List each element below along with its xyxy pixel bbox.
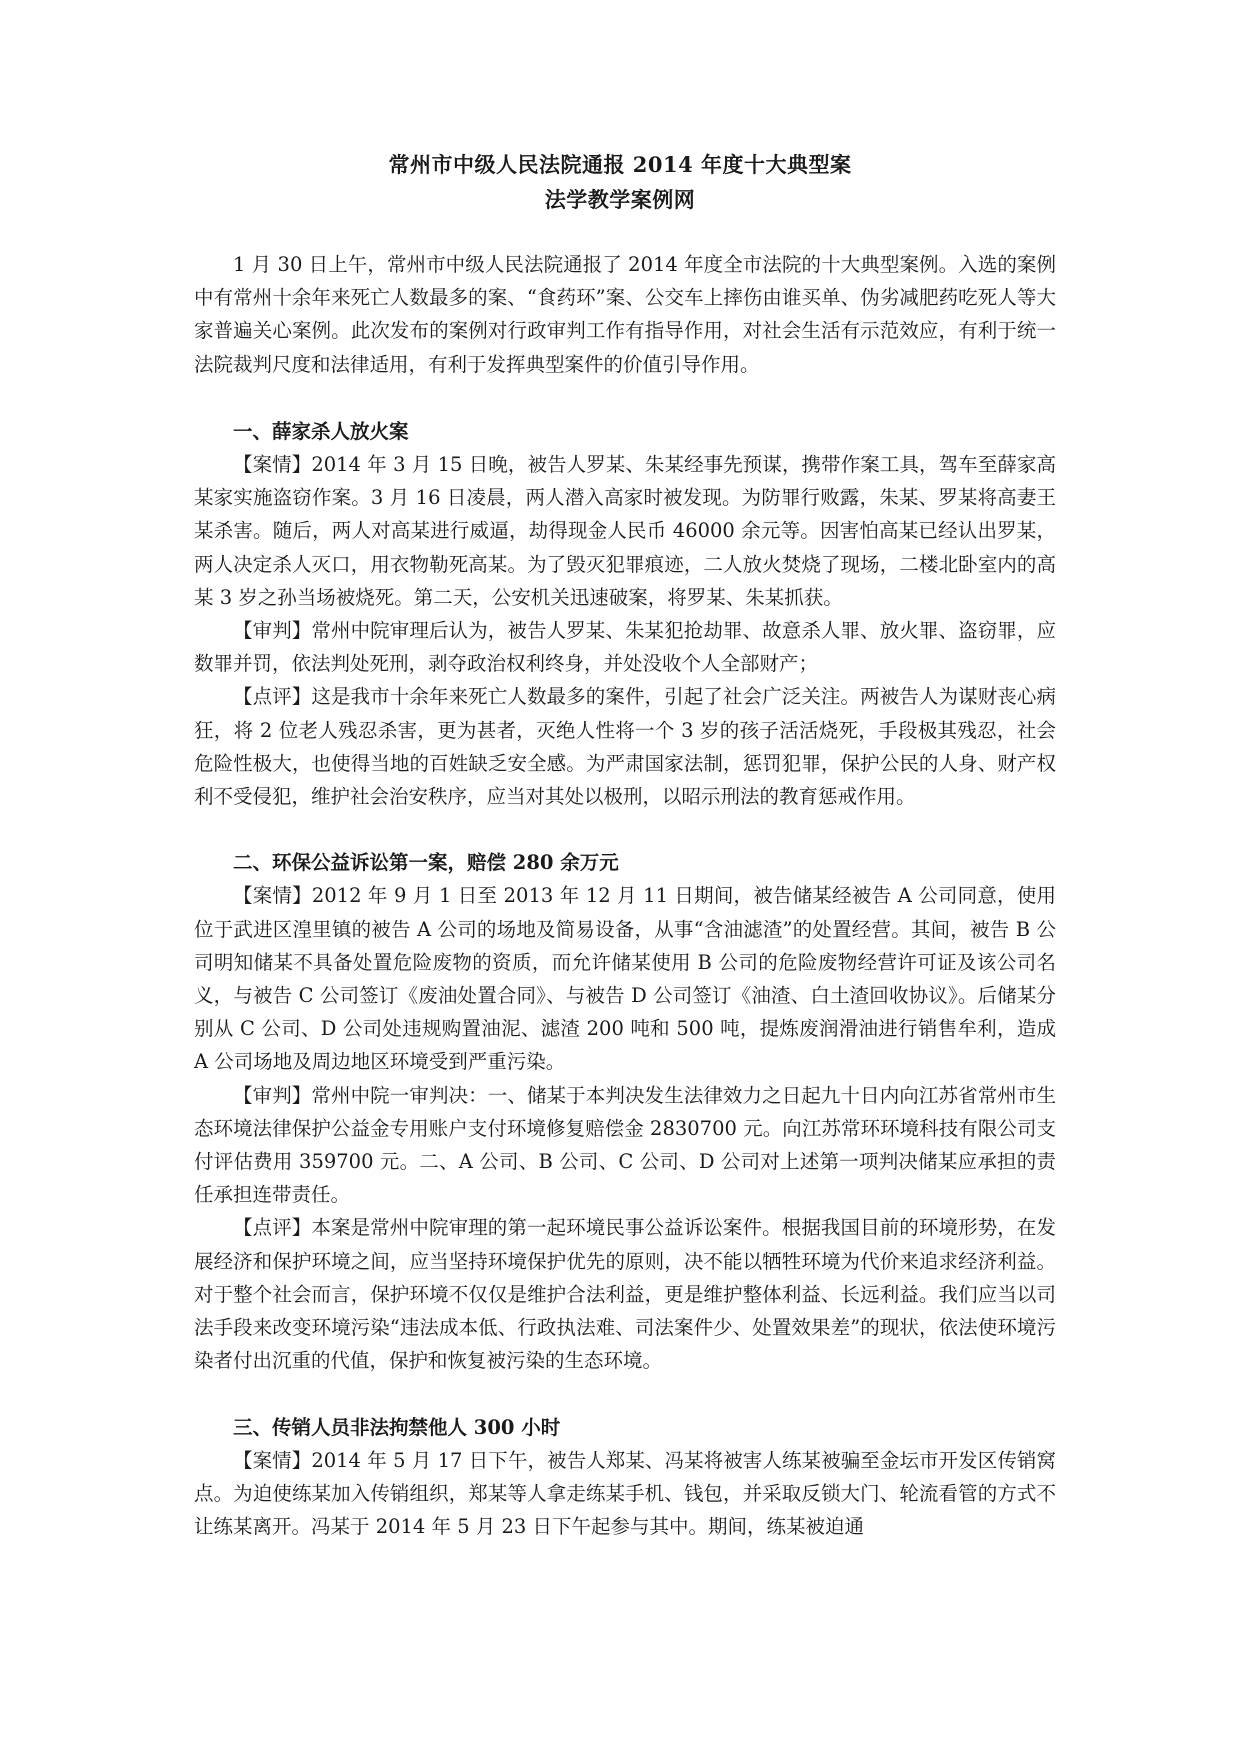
intro-paragraph: 1 月 30 日上午，常州市中级人民法院通报了 2014 年度全市法院的十大典型案例。入选的案例中有常州十余年来死亡人数最多的案、“食药环”案、公交车上摔伤由谁买单、伪劣减肥药吃死人等大家普遍关心案例。此次发布的案例对行政审判工作有指导作用，对社会生活有示范效应，有利于统一法院裁判尺度和法律适用，有利于发挥典型案件的价值引导作用。 (194, 253, 1056, 376)
document-body (194, 248, 1056, 1543)
section-heading-1: 一、薛家杀人放火案 (233, 419, 409, 443)
section-2-comment: 【点评】本案是常州中院审理的第一起环境民事公益诉讼案件。根据我国目前的环境形势，在发展经济和保护环境之间，应当坚持环境保护优先的原则，决不能以牺牲环境为代价来追求经济利益。对于整个社会而言，保护环境不仅仅是维护合法利益，更是维护整体利益、长远利益。我们应当以司法手段来改变环境污染“违法成本低、行政执法难、司法案件少、处置效果差”的现状，依法使环境污染者付出沉重的代值，保护和恢复被污染的生态环境。 (194, 1216, 1056, 1373)
section-1-case-facts: 【案情】2014 年 3 月 15 日晚，被告人罗某、朱某经事先预谋，携带作案工具，驾车至薛家高某家实施盗窃作案。3 月 16 日凌晨，两人潜入高家时被发现。为防罪行败露，朱某、罗某将高妻王某杀害。随后，两人对高某进行威逼，劫得现金人民币 46000 余元等。因害怕高某已经认出罗某，两人决定杀人灭口，用衣物勒死高某。为了毁灭犯罪痕迹，二人放火焚烧了现场，二楼北卧室内的高某 3 岁之孙当场被烧死。第二天，公安机关迅速破案，将罗某、朱某抓获。 (194, 453, 1056, 609)
section-2-case-facts: 【案情】2012 年 9 月 1 日至 2013 年 12 月 11 日期间，被告储某经被告 A 公司同意，使用位于武进区湟里镇的被告 A 公司的场地及简易设备，从事“含油滤渣”的处置经营。其间，被告 B 公司明知储某不具备处置危险废物的资质，而允许储某使用 B 公司的危险废物经营许可证及该公司名义，与被告 C 公司签订《废油处置合同》、与被告 D 公司签订《油渣、白土渣回收协议》。后储某分别从 C 公司、D 公司处违规购置油泥、滤渣 200 吨和 500 吨，提炼废润滑油进行销售牟利，造成 A 公司场地及周边地区环境受到严重污染。 (194, 884, 1056, 1074)
section-2-judgment: 【审判】常州中院一审判决：一、储某于本判决发生法律效力之日起九十日内向江苏省常州市生态环境法律保护公益金专用账户支付环境修复赔偿金 2830700 元。向江苏常环环境科技有限公司支付评估费用 359700 元。二、A 公司、B 公司、C 公司、D 公司对上述第一项判决储某应承担的责任承担连带责任。 (194, 1083, 1056, 1207)
document-subtitle: 法学教学案例网 (544, 187, 696, 212)
document-title: 常州市中级人民法院通报 2014 年度十大典型案 (388, 152, 852, 177)
section-1-judgment: 【审判】常州中院审理后认为，被告人罗某、朱某犯抢劫罪、故意杀人罪、放火罪、盗窃罪，应数罪并罚，依法判处死刑，剥夺政治权利终身，并处没收个人全部财产； (194, 619, 1056, 676)
section-heading-2: 二、环保公益诉讼第一案，赔偿 280 余万元 (233, 851, 619, 875)
section-1-comment: 【点评】这是我市十余年来死亡人数最多的案件，引起了社会广泛关注。两被告人为谋财丧心病狂，将 2 位老人残忍杀害，更为甚者，灭绝人性将一个 3 岁的孩子活活烧死，手段极其残忍，社会危险性极大，也使得当地的百姓缺乏安全感。为严肃国家法制，惩罚犯罪，保护公民的人身、财产权利不受侵犯，维护社会治安秩序，应当对其处以极刑，以昭示刑法的教育惩戒作用。 (194, 685, 1056, 809)
section-heading-3: 三、传销人员非法拘禁他人 300 小时 (233, 1415, 561, 1439)
section-3-case-facts: 【案情】2014 年 5 月 17 日下午，被告人郑某、冯某将被害人练某被骗至金坛市开发区传销窝点。为迫使练某加入传销组织，郑某等人拿走练某手机、钱包，并采取反锁大门、轮流看管的方式不让练某离开。冯某于 2014 年 5 月 23 日下午起参与其中。期间，练某被迫通 (194, 1448, 1056, 1539)
